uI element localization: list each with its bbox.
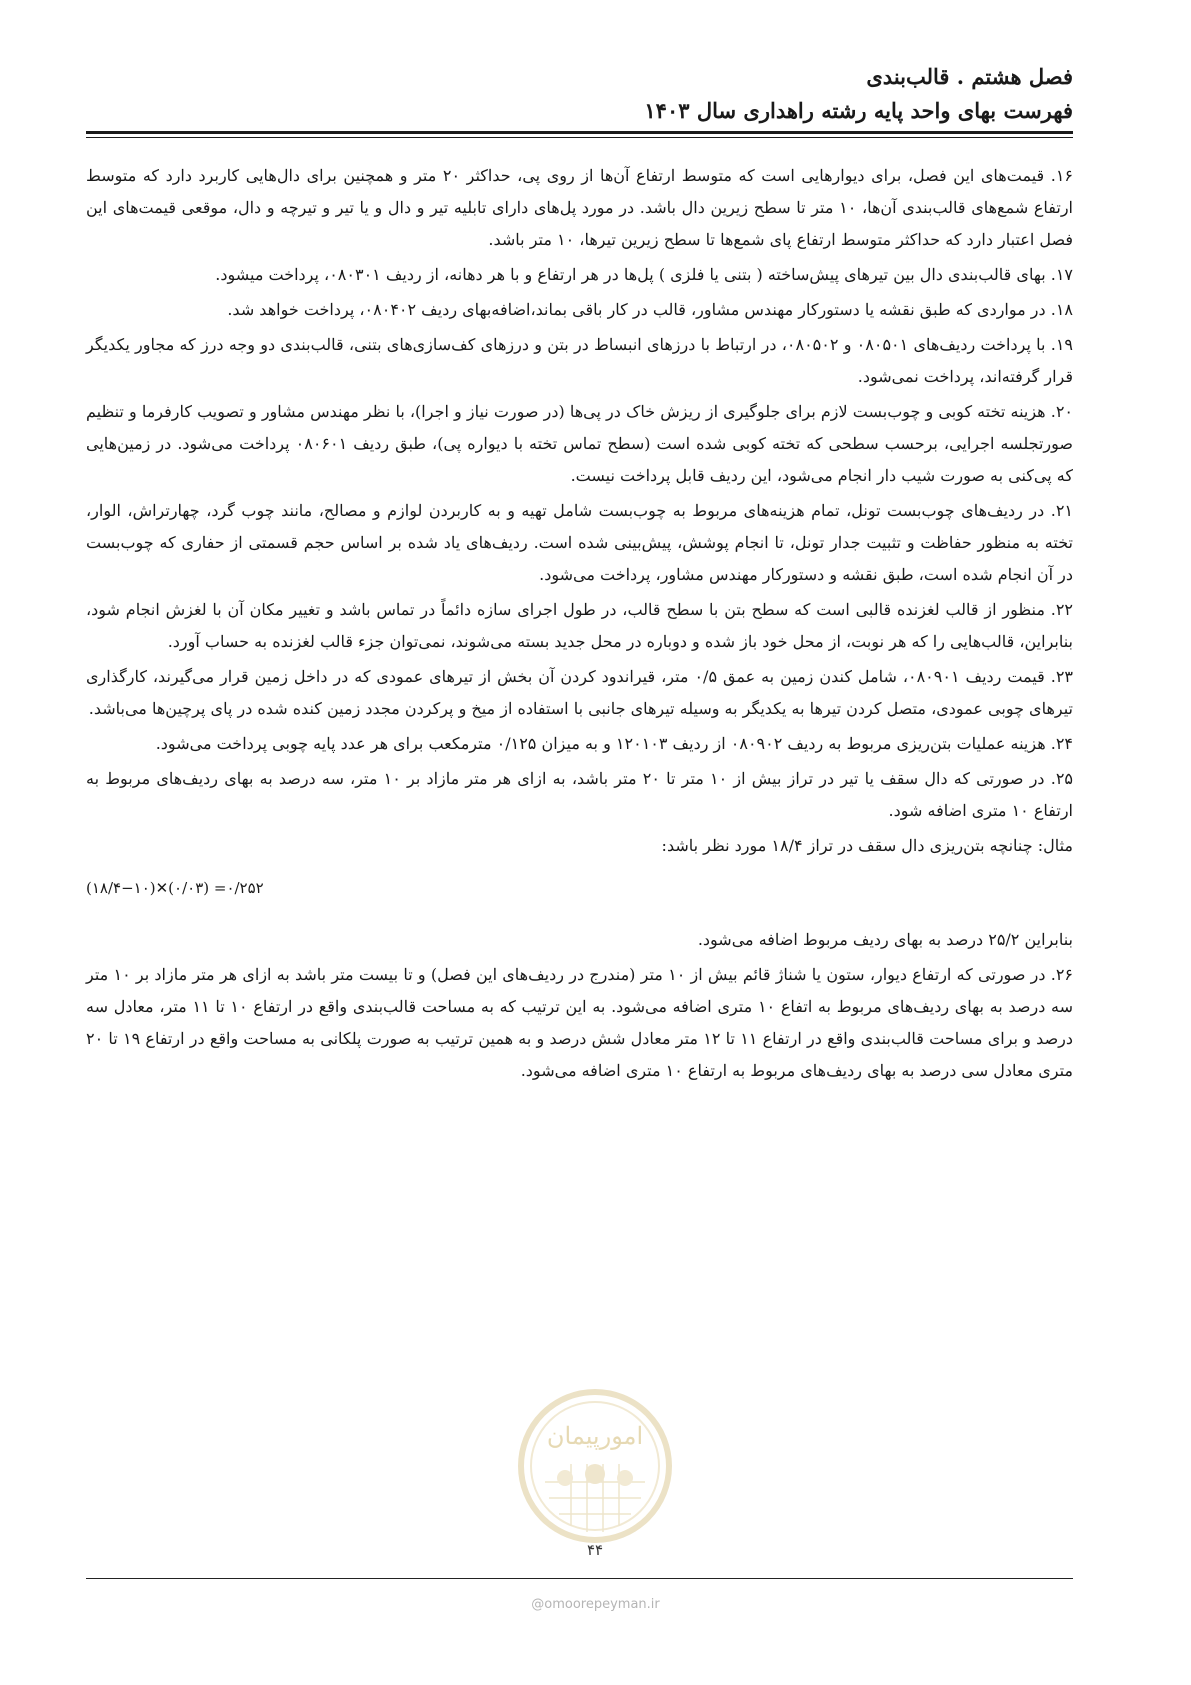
formula: (۱۸/۴−۱۰)✕(۰/۰۳) =۰/۲۵۲	[86, 879, 264, 897]
paragraph-17: ۱۷. بهای قالب‌بندی دال بین تیرهای پیش‌ساخته ( بتنی یا فلزی ) پل‌ها در هر ارتفاع و با هر دهانه، از ردیف ۰۸۰۳۰۱، پرداخت میشود.	[215, 265, 1073, 284]
logo-text: امورپیمان	[546, 1422, 644, 1450]
header-rule-thick	[86, 131, 1073, 134]
page-header	[86, 60, 1073, 128]
chapter-title: فصل هشتم . قالب‌بندی	[866, 64, 1073, 89]
omoore-peyman-seal-logo-icon	[515, 1386, 675, 1546]
paragraph-16: ۱۶. قیمت‌های این فصل، برای دیوارهایی است که متوسط ارتفاع آن‌ها از روی پی، حداکثر ۲۰ متر و همچنین برای دال‌هایی کاربرد دارد که متوسط ارتفاع شمع‌های قالب‌بندی آن‌ها، ۱۰ متر تا سطح زیرین دال باشد. در مورد پل‌های دارای تابلیه تیر و دال و یا تیر و تیرچه و دال، موقعی قیمت‌های این فصل اعتبار دارد که حداکثر متوسط ارتفاع پای شمع‌ها تا سطح زیرین تیرها، ۱۰ متر باشد.	[86, 166, 1074, 249]
page-number: ۴۴	[586, 1541, 604, 1559]
paragraph-24: ۲۴. هزینه عملیات بتن‌ریزی مربوط به ردیف ۰۸۰۹۰۲ از ردیف ۱۲۰۱۰۳ و به میزان ۰/۱۲۵ مترمکعب برای هر عدد پایه چوبی پرداخت می‌شود.	[155, 734, 1073, 753]
document-subtitle: فهرست بهای واحد پایه رشته راهداری سال ۱۴۰۳	[644, 98, 1073, 123]
conclusion-line: بنابراین ۲۵/۲ درصد به بهای ردیف مربوط اضافه می‌شود.	[697, 930, 1073, 949]
paragraph-18: ۱۸. در مواردی که طبق نقشه یا دستورکار مهندس مشاور، قالب در کار باقی بماند،اضافه‌بهای ردیف ۰۸۰۴۰۲، پرداخت خواهد شد.	[227, 300, 1073, 319]
footer-watermark: @omoorepeyman.ir	[531, 1597, 660, 1612]
footer-rule	[86, 1578, 1073, 1579]
paragraph-21: ۲۱. در ردیف‌های چوب‌بست تونل، تمام هزینه‌های مربوط به چوب‌بست شامل تهیه و به کاربردن لوازم و مصالح، مانند چوب گرد، چهارتراش، الوار، تخته به منظور حفاظت و تثبیت جدار تونل، تا انجام پوشش، پیش‌بینی شده است. ردیف‌های یاد شده بر اساس حجم قسمتی از حفاری که چوب‌بست در آن انجام شده است، طبق نقشه و دستورکار مهندس مشاور، پرداخت می‌شود.	[86, 501, 1073, 584]
paragraph-25: ۲۵. در صورتی که دال سقف یا تیر در تراز بیش از ۱۰ متر تا ۲۰ متر باشد، به ازای هر متر مازاد بر ۱۰ متر، سه درصد به بهای ردیف‌های مربوط به ارتفاع ۱۰ متری اضافه شود.	[86, 769, 1074, 820]
paragraph-23: ۲۳. قیمت ردیف ۰۸۰۹۰۱، شامل کندن زمین به عمق ۰/۵ متر، قیراندود کردن آن بخش از تیرهای عمودی که در داخل زمین قرار می‌گیرند، کارگذاری تیرهای چوبی عمودی، متصل کردن تیرها به یکدیگر به وسیله تیرهای جانبی با استفاده از میخ و پرکردن مجدد زمین کنده شده در پای پرچین‌ها می‌باشد.	[86, 667, 1073, 718]
paragraph-22: ۲۲. منظور از قالب لغزنده قالبی است که سطح بتن با سطح قالب، در طول اجرای سازه دائماً در تماس باشد و تغییر مکان آن با لغزش انجام شود، بنابراین، قالب‌هایی را که هر نوبت، از محل خود باز شده و دوباره در محل جدید بسته می‌شوند، نمی‌توان جزء قالب لغزنده به حساب آورد.	[86, 600, 1073, 651]
paragraph-20: ۲۰. هزینه تخته کوبی و چوب‌بست لازم برای جلوگیری از ریزش خاک در پی‌ها (در صورت نیاز و اجرا)، با نظر مهندس مشاور و تصویب کارفرما و تنظیم صورتجلسه اجرایی، برحسب سطحی که تخته کوبی شده است (سطح تماس تخته با دیواره پی)، طبق ردیف ۰۸۰۶۰۱ پرداخت می‌شود. در زمین‌هایی که پی‌کنی به صورت شیب دار انجام می‌شود، این ردیف قابل پرداخت نیست.	[86, 402, 1074, 485]
paragraph-26: ۲۶. در صورتی که ارتفاع دیوار، ستون یا شناژ قائم بیش از ۱۰ متر (مندرج در ردیف‌های این فصل) و تا بیست متر باشد به ازای هر متر مازاد بر ۱۰ متر سه درصد به بهای ردیف‌های مربوط به اتفاع ۱۰ متری اضافه می‌شود. به این ترتیب که به مساحت قالب‌بندی واقع در ارتفاع ۱۰ تا ۱۱ متر، معادل سه درصد و برای مساحت قالب‌بندی واقع در ارتفاع ۱۱ تا ۱۲ متر معادل شش درصد و به همین ترتیب به صورت پلکانی به مساحت واقع در ارتفاع ۱۹ تا ۲۰ متری معادل سی درصد به بهای ردیف‌های مربوط به ارتفاع ۱۰ متری اضافه می‌شود.	[86, 965, 1074, 1080]
example-line: مثال: چنانچه بتن‌ریزی دال سقف در تراز ۱۸/۴ مورد نظر باشد:	[661, 836, 1073, 855]
paragraph-19: ۱۹. با پرداخت ردیف‌های ۰۸۰۵۰۱ و ۰۸۰۵۰۲، در ارتباط با درزهای انبساط در بتن و درزهای کف‌سازی‌های بتنی، قالب‌بندی دو وجه درز که مجاور یکدیگر قرار گرفته‌اند، پرداخت نمی‌شود.	[86, 335, 1073, 386]
header-rule-thin	[86, 137, 1073, 138]
body-text	[86, 160, 1073, 1090]
